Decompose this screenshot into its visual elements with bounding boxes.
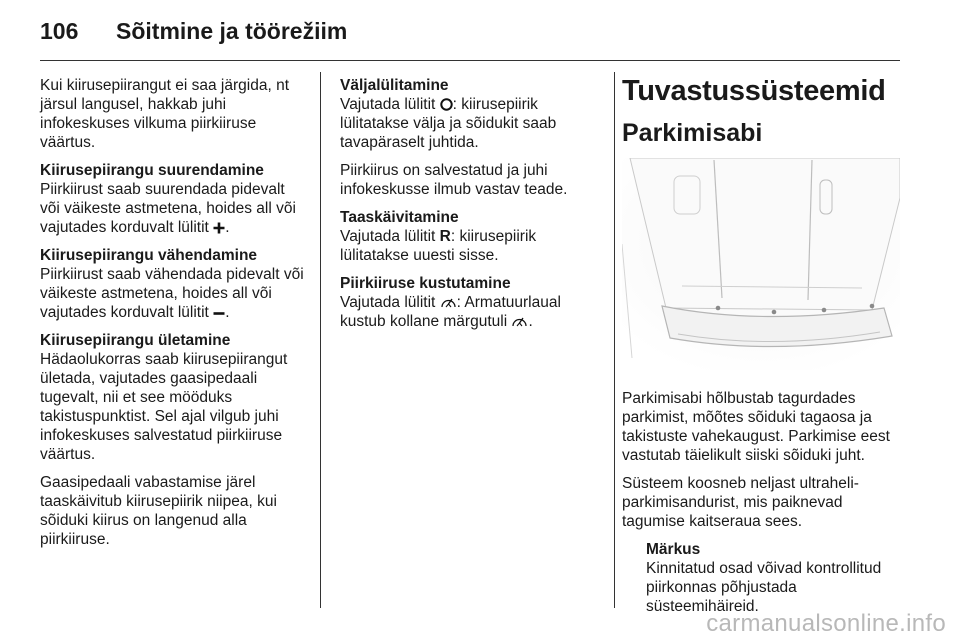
section-title: Kiirusepiirangu vähendamine — [40, 247, 258, 264]
section-title: Väljalülitamine — [340, 77, 449, 94]
section-delete: Piirkiiruse kustutamine Vajutada lülitit : Armatuurlaual kustub kollane märgutuli . — [340, 275, 561, 330]
section-switch-off: Väljalülitamine Vajutada lülitit : kiirusepiirik lülitatakse välja ja sõidukit saab tavapäraselt juhtida. — [340, 77, 557, 151]
section-heading: Tuvastussüsteemid — [622, 75, 886, 107]
van-rear-illustration — [622, 158, 900, 370]
note-box — [646, 540, 904, 616]
section-text: Hädaolukorras saab kiirusepiirangut ületada, vajutades gaasipedaali tugevalt, nii et see mööduks takistuspunktist. Sel ajal vilgub juhi infokeskuses salvestatud piirkiiruse väärtus. — [40, 351, 288, 463]
column-divider-2 — [614, 72, 615, 608]
note-text: Kinnitatud osad võivad kontrollitud piirkonnas põhjustada süsteemihäireid. — [646, 560, 882, 615]
section-override — [40, 331, 308, 464]
section-title: Taaskäivitamine — [340, 209, 459, 226]
section-text: Piirkiirust saab vähendada pidevalt või väikeste astmetena, hoides all või vajutades korduvalt lülitit — [40, 266, 304, 321]
plus-icon — [213, 222, 225, 234]
section-resume: Taaskäivitamine Vajutada lülitit R: kiirusepiirik lülitatakse uuesti sisse. — [340, 209, 537, 264]
column-right — [622, 74, 904, 616]
sensors-paragraph: Süsteem koosneb neljast ultraheli-parkimisandurist, mis paiknevad tagumise kaitseraua sees. — [622, 475, 859, 530]
note-title: Märkus — [646, 541, 701, 558]
speed-limiter-icon — [511, 314, 528, 328]
column-left — [40, 76, 308, 558]
stored-speed-paragraph: Piirkiirus on salvestatud ja juhi infokeskusse ilmub vastav teade. — [340, 162, 568, 198]
section-increase: Kiirusepiirangu suurendamine Piirkiirust saab suurendada pidevalt või väikeste astmetena, hoides all või vajutades korduvalt lülitit . — [40, 162, 296, 236]
override-release-paragraph: Gaasipedaali vabastamise järel taaskäivitub kiirusepiirik niipea, kui sõiduki kiirus on langenud alla piirkiiruse. — [40, 474, 277, 548]
column-divider-1 — [320, 72, 321, 608]
section-title: Kiirusepiirangu ületamine — [40, 332, 231, 349]
section-title: Piirkiiruse kustutamine — [340, 275, 511, 292]
circle-switch-icon — [440, 98, 453, 111]
page-header — [40, 18, 347, 48]
header-rule — [40, 60, 900, 61]
parking-assist-paragraph: Parkimisabi hõlbustab tagurdades parkimist, mõõtes sõiduki tagaosa ja takistuste vahekaugust. Parkimise eest vastutab täielikult siiski sõiduki juht. — [622, 390, 890, 464]
section-text: Piirkiirust saab suurendada pidevalt või väikeste astmetena, hoides all või vajutades korduvalt lülitit — [40, 181, 296, 236]
intro-paragraph: Kui kiirusepiirangut ei saa järgida, nt järsul langusel, hakkab juhi infokeskuses vilkuma piirkiiruse väärtus. — [40, 77, 289, 151]
column-middle — [340, 76, 602, 340]
section-decrease: Kiirusepiirangu vähendamine Piirkiirust saab vähendada pidevalt või väikeste astmetena, hoides all või vajutades korduvalt lülitit . — [40, 247, 304, 321]
page-number: 106 — [40, 18, 79, 44]
resume-key: R — [439, 228, 451, 245]
chapter-title: Sõitmine ja töörežiim — [116, 18, 348, 44]
subsection-heading: Parkimisabi — [622, 119, 763, 147]
speed-limiter-icon — [440, 295, 457, 309]
minus-icon — [213, 307, 225, 319]
watermark: carmanualsonline.info — [706, 610, 946, 637]
section-title: Kiirusepiirangu suurendamine — [40, 162, 264, 179]
